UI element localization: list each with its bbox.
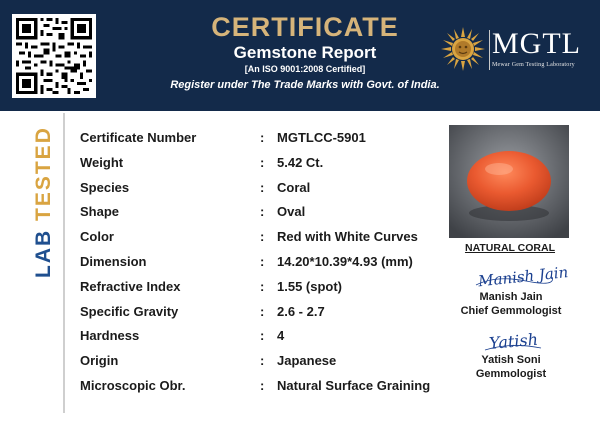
field-value: Coral <box>277 179 311 195</box>
field-value: 4 <box>277 328 285 344</box>
divider-line <box>63 113 65 413</box>
field-label: Hardness <box>80 328 140 344</box>
field-value: Japanese <box>277 353 337 369</box>
signatory-role: Gemmologist <box>475 368 547 380</box>
field-colon: : <box>260 179 265 195</box>
field-label: Refractive Index <box>80 278 181 294</box>
field-shape <box>80 200 450 225</box>
field-hardness <box>80 324 450 349</box>
svg-text:Manish Jain: Manish Jain <box>477 263 570 291</box>
field-value: Oval <box>277 204 306 220</box>
signatory-name: Manish Jain <box>479 291 543 303</box>
field-certificate-number <box>80 126 450 151</box>
field-colon: : <box>260 154 265 170</box>
field-label: Color <box>80 229 114 245</box>
gemstone-photo <box>449 125 569 238</box>
field-label: Certificate Number <box>80 130 197 145</box>
field-label: Microscopic Obr. <box>80 377 186 393</box>
field-specific-gravity <box>80 300 450 325</box>
svg-text:Yatish: Yatish <box>488 329 539 353</box>
field-colon: : <box>260 130 265 145</box>
signatory-chief <box>452 263 570 318</box>
field-colon: : <box>260 278 265 294</box>
tested-word: TESTED <box>32 126 55 221</box>
field-label: Origin <box>80 353 119 369</box>
certificate-title: CERTIFICATE <box>211 12 399 42</box>
field-colon: : <box>260 229 265 245</box>
stone-caption: NATURAL CORAL <box>464 242 556 254</box>
certificate-header <box>0 0 600 111</box>
field-value: 14.20*10.39*4.93 (mm) <box>277 253 413 269</box>
field-label: Weight <box>80 154 124 170</box>
report-title: Gemstone Report <box>233 43 377 62</box>
field-colon: : <box>260 353 265 369</box>
field-dimension <box>80 250 450 275</box>
trademark-registration: Register under The Trade Marks with Govt. of India. <box>170 79 440 91</box>
signatory-name: Yatish Soni <box>481 354 541 366</box>
sun-emblem-icon <box>440 26 486 72</box>
field-colon: : <box>260 377 265 393</box>
gem-details <box>80 126 450 424</box>
iso-certification: [An ISO 9001:2008 Certified] <box>244 64 366 74</box>
signatory-role: Chief Gemmologist <box>460 305 562 317</box>
field-label: Dimension <box>80 253 147 269</box>
qr-code-icon <box>12 14 96 98</box>
field-value: Natural Surface Graining <box>277 377 431 393</box>
field-refractive-index <box>80 275 450 300</box>
field-colon: : <box>260 253 265 269</box>
field-colon: : <box>260 328 265 344</box>
logo-tagline: Mewar Gem Testing Laboratory <box>492 62 575 68</box>
field-value: 2.6 - 2.7 <box>277 303 325 319</box>
lab-tested-label <box>30 118 58 278</box>
field-color <box>80 225 450 250</box>
logo-wordmark: MGTL <box>492 27 581 60</box>
field-origin <box>80 349 450 374</box>
field-value: Red with White Curves <box>277 229 418 245</box>
field-value: 5.42 Ct. <box>277 154 324 170</box>
field-colon: : <box>260 303 265 319</box>
title-block <box>140 12 470 93</box>
field-label: Species <box>80 179 130 195</box>
field-species <box>80 176 450 201</box>
logo-divider <box>489 30 490 70</box>
field-microscopic-observation <box>80 374 450 424</box>
field-label: Specific Gravity <box>80 303 179 319</box>
signatory-gemmologist <box>452 328 570 381</box>
field-value: MGTLCC-5901 <box>277 130 366 145</box>
signature-image <box>471 328 551 354</box>
lab-word: LAB <box>32 228 55 278</box>
field-value: 1.55 (spot) <box>277 278 343 294</box>
mgtl-logo <box>440 22 590 82</box>
field-label: Shape <box>80 204 120 220</box>
field-weight <box>80 151 450 176</box>
field-colon: : <box>260 204 265 220</box>
signature-image <box>466 263 570 291</box>
